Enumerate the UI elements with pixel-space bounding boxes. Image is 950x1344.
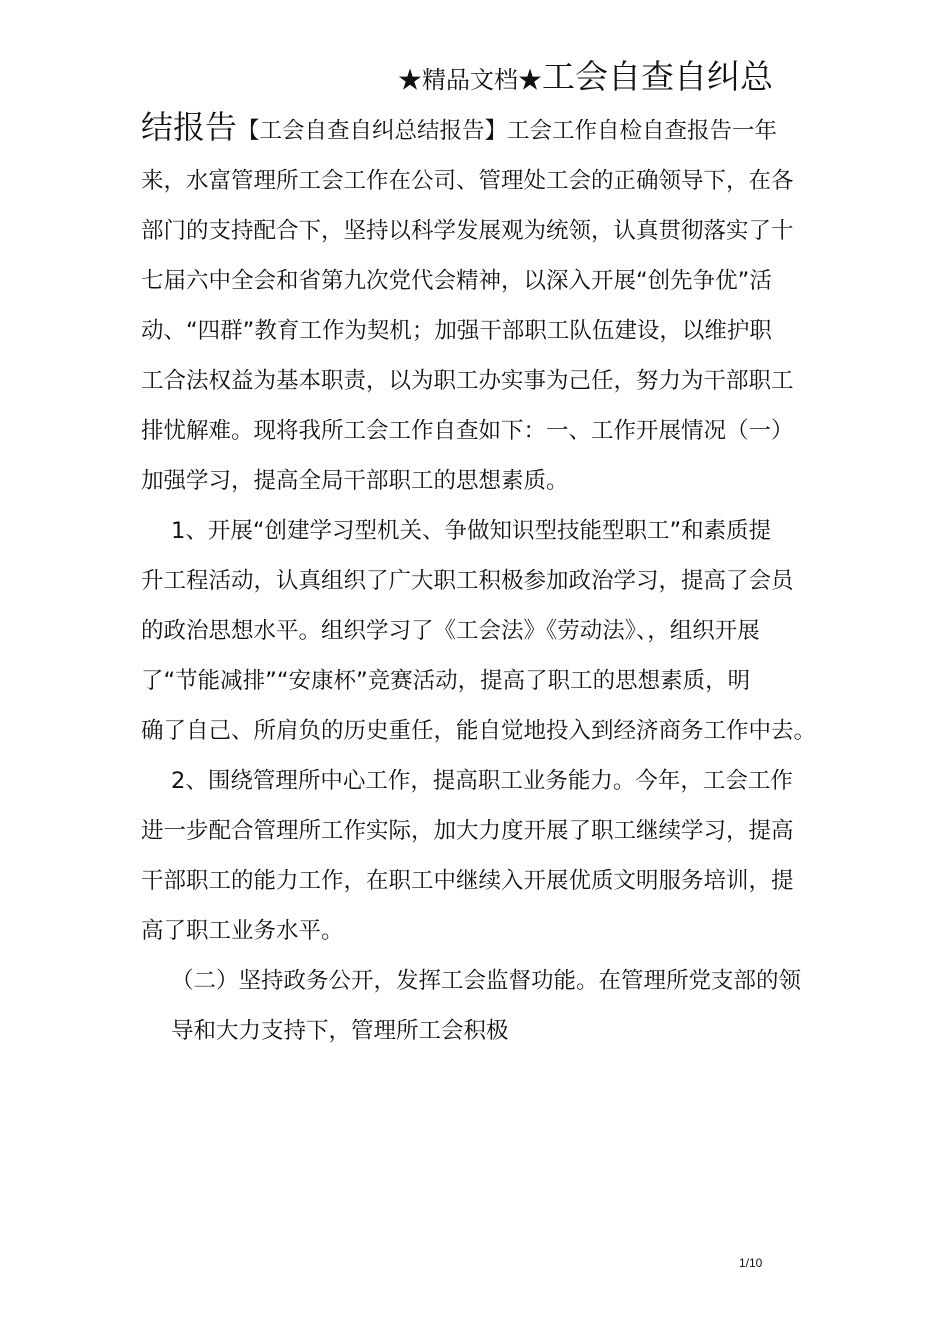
body-line-6: 工合法权益为基本职责，以为职工办实事为己任，努力为干部职工 xyxy=(141,368,794,394)
body-line-19: 导和大力支持下，管理所工会积极 xyxy=(171,1018,509,1044)
body-line-13: 确了自己、所肩负的历史重任，能自觉地投入到经济商务工作中去。 xyxy=(141,718,817,744)
header-tag: ★精品文档★ xyxy=(398,66,542,94)
document-header xyxy=(398,52,773,108)
document-title-part2: 结报告 xyxy=(141,108,238,146)
body-line-16: 干部职工的能力工作，在职工中继续入开展优质文明服务培训，提 xyxy=(141,868,794,894)
body-line-11: 的政治思想水平。组织学习了《工会法》《劳动法》、，组织开展 xyxy=(141,618,760,644)
body-text: 【工会自查自纠总结报告】工会工作自检自查报告一年 xyxy=(237,118,778,144)
body-line-1 xyxy=(141,102,777,152)
body-line-8: 加强学习，提高全局干部职工的思想素质。 xyxy=(141,468,569,494)
body-line-2: 来，水富管理所工会工作在公司、管理处工会的正确领导下，在各 xyxy=(141,168,794,194)
body-line-10: 升工程活动，认真组织了广大职工积极参加政治学习，提高了会员 xyxy=(141,568,794,594)
body-line-15: 进一步配合管理所工作实际，加大力度开展了职工继续学习，提高 xyxy=(141,818,794,844)
body-line-4: 七届六中全会和省第九次党代会精神，以深入开展“创先争优”活 xyxy=(141,268,772,294)
body-line-17: 高了职工业务水平。 xyxy=(141,918,344,944)
body-line-3: 部门的支持配合下，坚持以科学发展观为统领，认真贯彻落实了十 xyxy=(141,218,794,244)
document-title-part1: 工会自查自纠总 xyxy=(542,57,773,96)
body-line-12: 了“节能减排”“安康杯”竞赛活动，提高了职工的思想素质，明 xyxy=(141,668,751,694)
page-number: 1/10 xyxy=(739,1256,763,1270)
body-line-7: 排忧解难。现将我所工会工作自查如下：一、工作开展情况（一） xyxy=(141,418,794,444)
body-line-14: 2、围绕管理所中心工作，提高职工业务能力。今年，工会工作 xyxy=(171,768,793,794)
body-line-9: 1、开展“创建学习型机关、争做知识型技能型职工”和素质提 xyxy=(171,518,772,544)
body-line-18: （二）坚持政务公开，发挥工会监督功能。在管理所党支部的领 xyxy=(171,968,802,994)
body-line-5: 动、“四群”教育工作为契机；加强干部职工队伍建设，以维护职 xyxy=(141,318,772,344)
